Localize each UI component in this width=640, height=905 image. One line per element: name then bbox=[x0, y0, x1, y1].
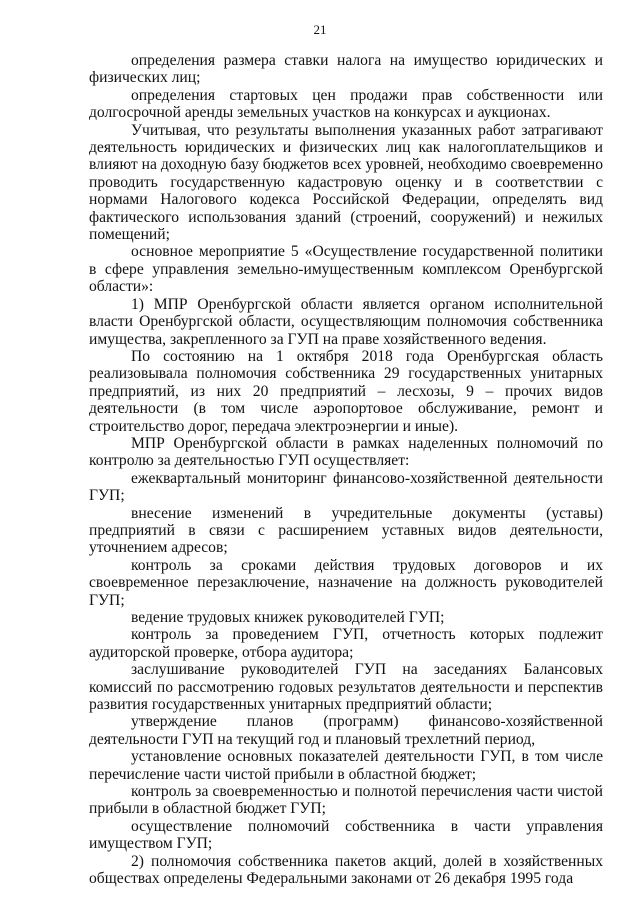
paragraph: определения размера ставки налога на имущество юридических и физических лиц; bbox=[89, 52, 603, 87]
paragraph: Учитывая, что результаты выполнения указанных работ затрагивают деятельность юридических и физических лиц как налогоплательщиков и влияют на доходную базу бюджетов всех уровней, необходимо своевременно проводить государственную кадастровую оценку и в соответствии с нормами Налогового кодекса Российской Федерации, определять вид фактического использования зданий (строений, сооружений) и нежилых помещений; bbox=[89, 121, 603, 244]
paragraph: МПР Оренбургской области в рамках наделенных полномочий по контролю за деятельностью ГУП осуществляет: bbox=[89, 434, 603, 470]
list-item: контроль за своевременностью и полнотой перечисления части чистой прибыли в областной бюджет ГУП; bbox=[89, 783, 603, 818]
list-item: внесение изменений в учредительные документы (уставы) предприятий в связи с расширением уставных видов деятельности, уточнением адресов; bbox=[89, 504, 603, 557]
paragraph: 2) полномочия собственника пакетов акций, долей в хозяйственных обществах определены Федеральными законами от 26 декабря 1995 года bbox=[89, 852, 603, 888]
list-item: заслушивание руководителей ГУП на заседаниях Балансовых комиссий по рассмотрению годовых результатов деятельности и перспектив развития государственных унитарных предприятий области; bbox=[89, 661, 603, 714]
paragraph: определения стартовых цен продажи прав собственности или долгосрочной аренды земельных участков на конкурсах и аукционах. bbox=[89, 86, 603, 122]
list-item: ежеквартальный мониторинг финансово-хозяйственной деятельности ГУП; bbox=[89, 469, 603, 505]
list-item: утверждение планов (программ) финансово-хозяйственной деятельности ГУП на текущий год и плановый трехлетний период, bbox=[89, 713, 603, 748]
list-item: контроль за проведением ГУП, отчетность которых подлежит аудиторской проверке, отбора аудитора; bbox=[89, 626, 603, 661]
list-item: ведение трудовых книжек руководителей ГУП; bbox=[131, 609, 445, 626]
paragraph: По состоянию на 1 октября 2018 года Оренбургская область реализовывала полномочия собственника 29 государственных унитарных предприятий, из них 20 предприятий – лесхозы, 9 – прочих видов деятельности (в том числе аэропортовое обслуживание, ремонт и строительство дорог, передача электроэнергии и иные). bbox=[89, 347, 603, 435]
paragraph: 1) МПР Оренбургской области является органом исполнительной власти Оренбургской области, осуществляющим полномочия собственника имущества, закрепленного за ГУП на праве хозяйственного ведения. bbox=[89, 295, 603, 348]
paragraph: основное мероприятие 5 «Осуществление государственной политики в сфере управления земельно-имущественным комплексом Оренбургской области»: bbox=[89, 243, 603, 296]
document-body bbox=[89, 52, 603, 888]
page-number: 21 bbox=[313, 22, 327, 37]
list-item: установление основных показателей деятельности ГУП, в том числе перечисление части чистой прибыли в областной бюджет; bbox=[89, 748, 603, 783]
list-item: осуществление полномочий собственника в части управления имуществом ГУП; bbox=[89, 817, 603, 853]
list-item: контроль за сроками действия трудовых договоров и их своевременное перезаключение, назначение на должность руководителей ГУП; bbox=[89, 556, 603, 609]
